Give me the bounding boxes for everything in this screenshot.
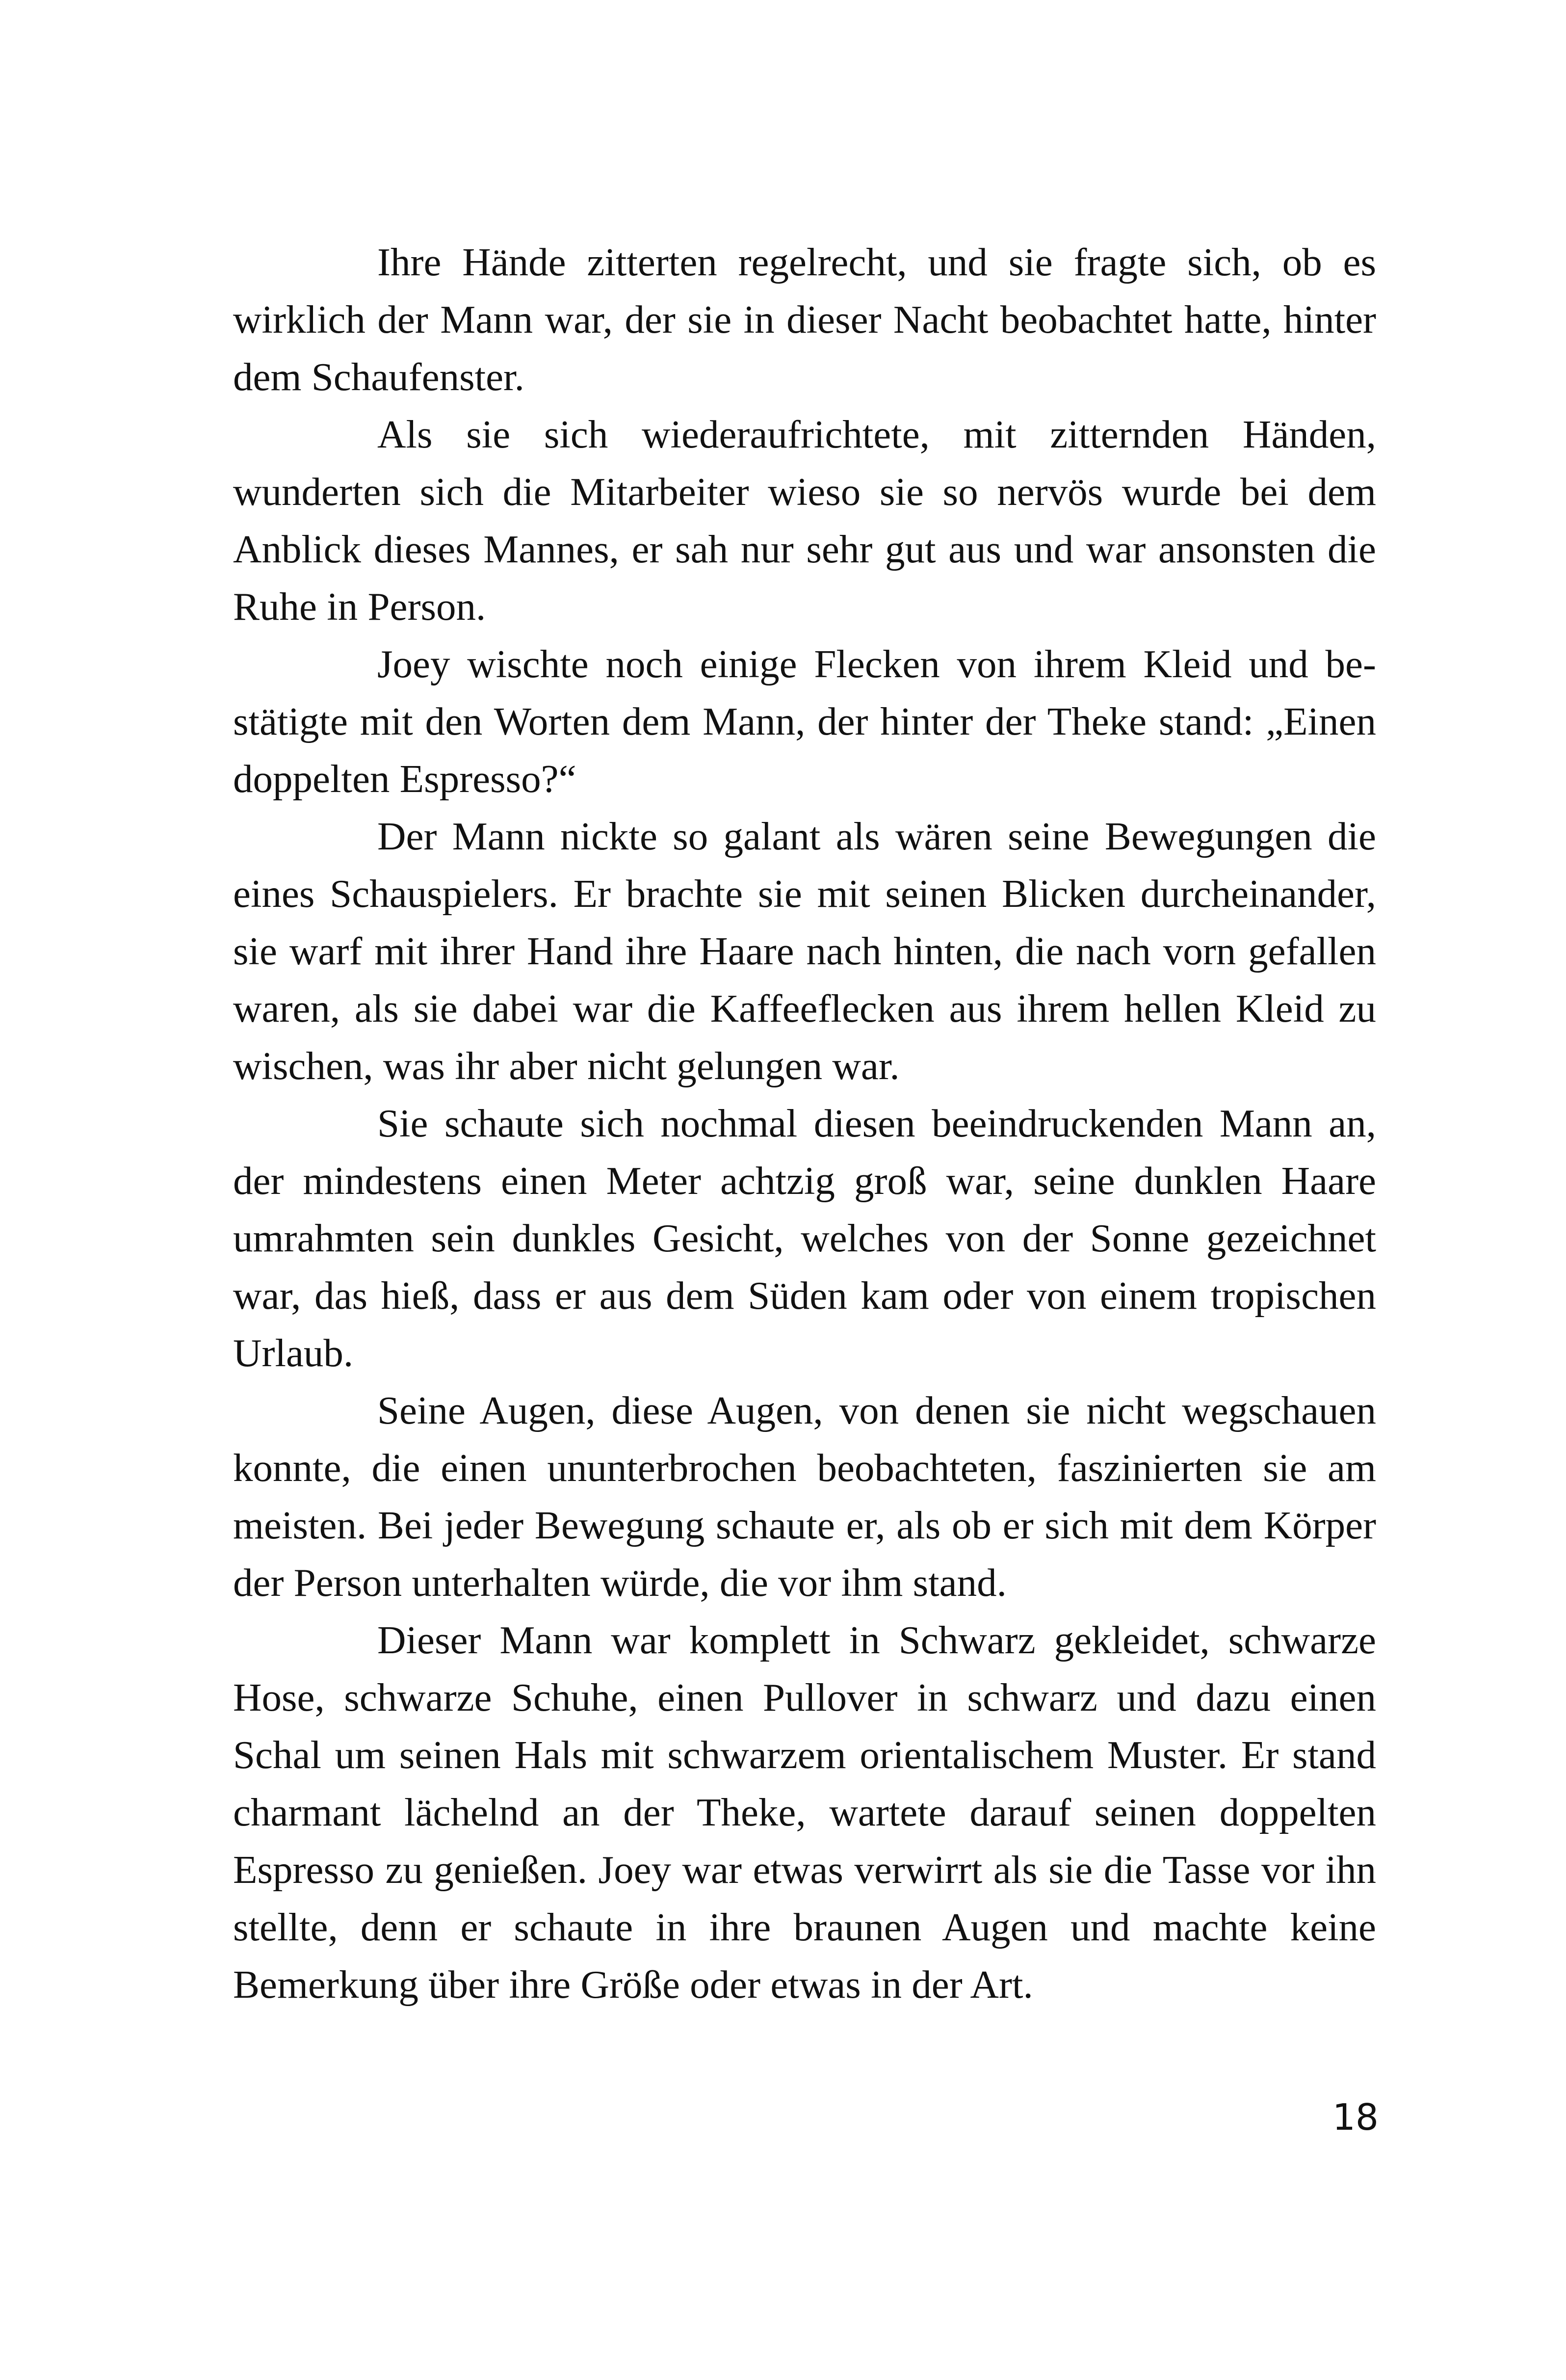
page-number: 18 <box>1332 2096 1379 2139</box>
paragraph-3: Joey wischte noch einige Flecken von ihrem Kleid und bestätigte mit den Worten dem Mann, der hinter der Theke stand: „Einen doppelten Espresso?“ <box>233 642 1376 801</box>
paragraph-5: Sie schaute sich nochmal diesen beeindruckenden Mann an, der mindestens einen Meter achtzig groß war, seine dunklen Haare umrahmten sein dunkles Gesicht, welches von der Sonne gezeichnet war, das hieß, dass er aus dem Süden kam oder von einem tropischen Urlaub. <box>233 1101 1376 1375</box>
paragraph-6: Seine Augen, diese Augen, von denen sie nicht wegschauen konnte, die einen ununterbrochen beobachteten, faszinierten sie am meisten. Bei jeder Bewegung schaute er, als ob er sich mit dem Körper der Person unterhalten würde, die vor ihm stand. <box>233 1388 1376 1605</box>
paragraph-1: Ihre Hände zitterten regelrecht, und sie fragte sich, ob es wirklich der Mann war, der sie in dieser Nacht beobachtet hatte, hinter dem Schaufenster. <box>233 240 1376 399</box>
paragraph-7: Dieser Mann war komplett in Schwarz gekleidet, schwarze Hose, schwarze Schuhe, einen Pullover in schwarz und dazu einen Schal um seinen Hals mit schwarzem orientalischem Muster. Er stand charmant lächelnd an der Theke, wartete darauf seinen doppelten Espresso zu genießen. Joey war etwas verwirrt als sie die Tasse vor ihn stellte, denn er schaute in ihre braunen Augen und machte keine Bemerkung über ihre Größe oder etwas in der Art. <box>233 1618 1376 2007</box>
paragraph-2: Als sie sich wiederaufrichtete, mit zitternden Händen, wunderten sich die Mitarbeiter wieso sie so nervös wurde bei dem Anblick dieses Mannes, er sah nur sehr gut aus und war ansonsten die Ruhe in Person. <box>233 412 1376 629</box>
body-text <box>233 234 1376 2013</box>
paragraph-4: Der Mann nickte so galant als wären seine Bewegungen die eines Schauspielers. Er brachte sie mit seinen Blicken durcheinander, sie warf mit ihrer Hand ihre Haare nach hinten, die nach vorn gefallen waren, als sie dabei war die Kaffeeflecken aus ihrem hellen Kleid zu wischen, was ihr aber nicht gelungen war. <box>233 814 1376 1088</box>
